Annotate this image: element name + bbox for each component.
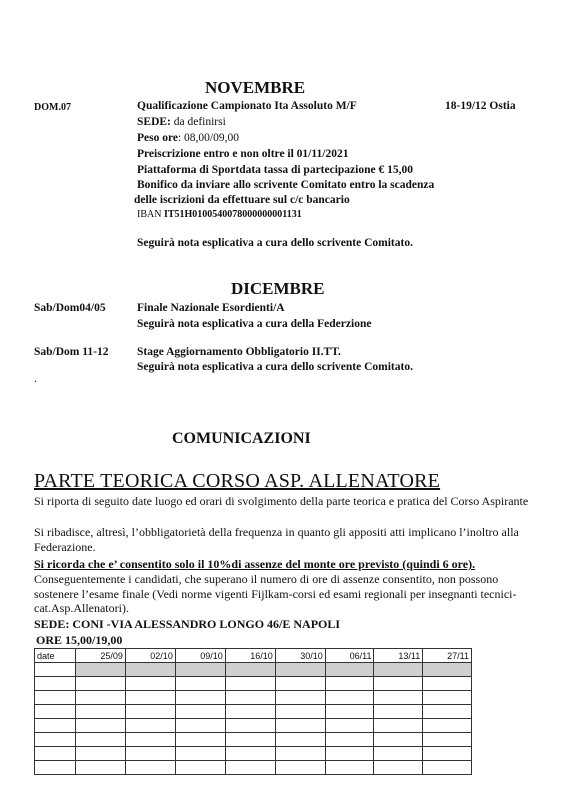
table-header-cell: 30/10 <box>275 649 325 663</box>
table-cell <box>35 733 76 747</box>
dicembre-title: DICEMBRE <box>231 279 325 298</box>
table-cell <box>125 761 175 775</box>
table-row <box>35 761 472 775</box>
sede-value: da definirsi <box>170 116 226 128</box>
table-cell <box>275 747 325 761</box>
table-cell <box>175 705 225 719</box>
bonifico-line-2: delle iscrizioni da effettuare sul c/c bancario <box>134 194 350 206</box>
table-cell <box>125 677 175 691</box>
table-row <box>35 719 472 733</box>
table-cell <box>75 719 125 733</box>
novembre-event-date-place: 18-19/12 Ostia <box>445 100 516 112</box>
table-cell <box>35 719 76 733</box>
table-cell <box>423 663 472 677</box>
corso-heading: PARTE TEORICA CORSO ASP. ALLENATORE <box>34 470 441 492</box>
table-cell <box>275 705 325 719</box>
novembre-note: Seguirà nota esplicativa a cura dello scrivente Comitato. <box>137 237 413 249</box>
table-cell <box>325 677 374 691</box>
table-cell <box>75 705 125 719</box>
table-cell <box>175 677 225 691</box>
iban-value: IT51H0100540078000000001131 <box>163 209 302 220</box>
bonifico-line-1: Bonifico da inviare allo scrivente Comitato entro la scadenza <box>137 179 435 191</box>
table-cell <box>374 733 423 747</box>
table-cell <box>75 677 125 691</box>
table-header-cell: date <box>35 649 76 663</box>
table-cell <box>75 747 125 761</box>
table-cell <box>125 663 175 677</box>
table-cell <box>374 677 423 691</box>
table-cell <box>374 691 423 705</box>
table-cell <box>374 705 423 719</box>
table-cell <box>275 677 325 691</box>
table-cell <box>175 747 225 761</box>
table-cell <box>125 705 175 719</box>
table-cell <box>423 705 472 719</box>
table-cell <box>35 663 76 677</box>
table-cell <box>423 677 472 691</box>
table-cell <box>275 733 325 747</box>
table-cell <box>175 719 225 733</box>
table-cell <box>225 677 275 691</box>
table-cell <box>325 761 374 775</box>
peso-label: Peso ore <box>137 132 178 144</box>
table-cell <box>423 761 472 775</box>
table-cell <box>275 719 325 733</box>
table-cell <box>225 747 275 761</box>
table-header-cell: 27/11 <box>423 649 472 663</box>
table-row <box>35 663 472 677</box>
table-row <box>35 705 472 719</box>
table-cell <box>325 747 374 761</box>
table-cell <box>374 761 423 775</box>
table-cell <box>225 761 275 775</box>
iban-line <box>137 209 302 220</box>
dicembre-item1-event: Finale Nazionale Esordienti/A <box>137 302 285 314</box>
dicembre-item2-note: Seguirà nota esplicativa a cura dello scrivente Comitato. <box>137 361 413 373</box>
table-cell <box>225 705 275 719</box>
table-header-cell: 09/10 <box>175 649 225 663</box>
table-cell <box>125 733 175 747</box>
comunicazioni-title: COMUNICAZIONI <box>172 430 311 447</box>
table-cell <box>175 761 225 775</box>
table-cell <box>225 691 275 705</box>
paragraph-conseguentemente: Conseguentemente i candidati, che superano il numero di ore di assenze consentito, non possono sostenere l’esame finale (Vedi norme vigenti Fijlkam-corsi ed esami regionali per insegnanti tecnici-cat.Asp.Allenatori). <box>34 572 517 615</box>
novembre-event: Qualificazione Campionato Ita Assoluto M/F <box>137 100 357 112</box>
table-cell <box>374 747 423 761</box>
table-cell <box>125 747 175 761</box>
table-cell <box>423 691 472 705</box>
table-header-cell: 25/09 <box>75 649 125 663</box>
table-header-cell: 16/10 <box>225 649 275 663</box>
table-cell <box>325 733 374 747</box>
table-cell <box>75 733 125 747</box>
table-cell <box>125 719 175 733</box>
table-cell <box>275 691 325 705</box>
table-header-cell: 02/10 <box>125 649 175 663</box>
piattaforma-line: Piattaforma di Sportdata tassa di partecipazione € 15,00 <box>137 164 413 176</box>
table-cell <box>75 691 125 705</box>
table-cell <box>275 761 325 775</box>
table-cell <box>35 677 76 691</box>
table-cell <box>423 747 472 761</box>
table-cell <box>275 663 325 677</box>
paragraph-assenze: Si ricorda che e’ consentito solo il 10%di assenze del monte ore previsto (quindi 6 ore). <box>34 557 476 571</box>
table-cell <box>35 761 76 775</box>
table-row <box>35 733 472 747</box>
table-cell <box>423 719 472 733</box>
paragraph-obbligatorieta: Si ribadisce, altresì, l’obbligatorietà della frequenza in quanto gli appositi atti implicano l’inoltro alla Federazione. <box>34 525 519 554</box>
novembre-date: DOM.07 <box>34 102 71 113</box>
paragraph-date-luogo: Si riporta di seguito date luogo ed orari di svolgimento della parte teorica e pratica del Corso Aspirante <box>34 494 529 508</box>
table-cell <box>374 663 423 677</box>
peso-value: : 08,00/09,00 <box>177 132 239 144</box>
table-cell <box>325 663 374 677</box>
table-cell <box>325 691 374 705</box>
table-cell <box>75 761 125 775</box>
table-cell <box>125 691 175 705</box>
table-cell <box>325 705 374 719</box>
table-cell <box>423 733 472 747</box>
sede-line <box>137 116 226 128</box>
table-header-row <box>35 649 472 663</box>
table-row <box>35 747 472 761</box>
preiscrizione-line: Preiscrizione entro e non oltre il 01/11/2021 <box>137 148 349 160</box>
dicembre-item1-date: Sab/Dom04/05 <box>34 302 106 314</box>
table-cell <box>75 663 125 677</box>
table-row <box>35 691 472 705</box>
stray-dot: . <box>34 373 37 385</box>
table-header-cell: 13/11 <box>374 649 423 663</box>
table-cell <box>35 747 76 761</box>
table-cell <box>175 663 225 677</box>
peso-line <box>137 132 239 144</box>
table-cell <box>35 705 76 719</box>
dicembre-item2-event: Stage Aggiornamento Obbligatorio II.TT. <box>137 346 341 358</box>
table-row <box>35 677 472 691</box>
table-cell <box>175 733 225 747</box>
dicembre-item2-date: Sab/Dom 11-12 <box>34 346 109 358</box>
table-cell <box>175 691 225 705</box>
dates-table <box>34 648 472 775</box>
sede-label: SEDE: <box>137 116 171 128</box>
table-cell <box>225 663 275 677</box>
table-header-cell: 06/11 <box>325 649 374 663</box>
table-cell <box>225 733 275 747</box>
dicembre-item1-note: Seguirà nota esplicativa a cura della Federzione <box>137 318 372 330</box>
sede-coni: SEDE: CONI -VIA ALESSANDRO LONGO 46/E NAPOLI <box>34 617 341 631</box>
iban-label: IBAN <box>137 209 164 220</box>
table-cell <box>325 719 374 733</box>
table-cell <box>374 719 423 733</box>
table-cell <box>225 719 275 733</box>
novembre-title: NOVEMBRE <box>205 78 306 97</box>
orario: ORE 15,00/19,00 <box>36 633 123 647</box>
table-cell <box>35 691 76 705</box>
